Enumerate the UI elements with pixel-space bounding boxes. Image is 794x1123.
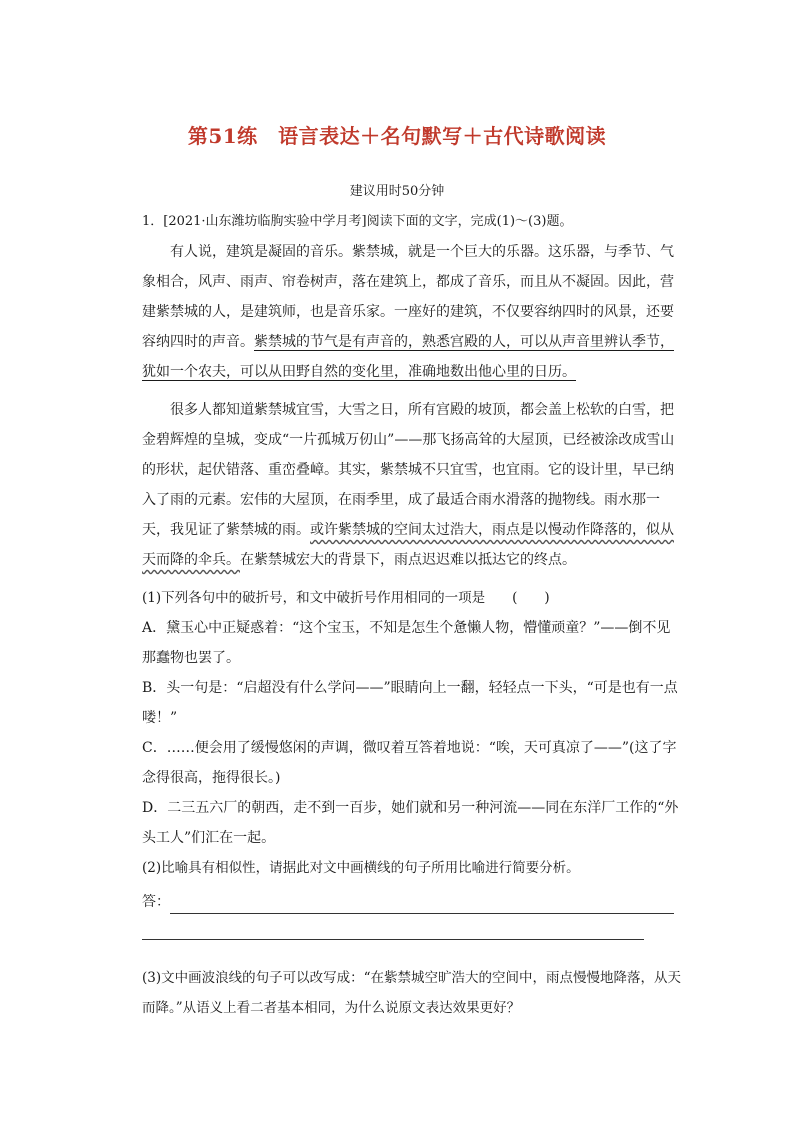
- passage-paragraph-1: [142, 237, 682, 387]
- option-a: A．黛玉心中正疑惑着：“这个宝玉，不知是怎生个惫懒人物，懵懂顽童？”——倒不见那蠢物也罢了。: [142, 620, 671, 666]
- question-header: 1．[2021·山东潍坊临朐实验中学月考]阅读下面的文字，完成(1)～(3)题。: [142, 214, 573, 229]
- passage-paragraph-1-text: 有人说，建筑是凝固的音乐。紫禁城，就是一个巨大的乐器。这乐器，与季节、气象相合，风声、雨声、帘卷树声，落在建筑上，都成了音乐，而且从不凝固。因此，营建紫禁城的人，是建筑师，也是音乐家。一座好的建筑，不仅要容纳四时的风景，还要容纳四时的声音。: [142, 244, 674, 350]
- answer-row-2: [142, 917, 682, 949]
- option-c: C．……便会用了缓慢悠闲的声调，微叹着互答着地说：“唉，天可真凉了——”(这了字念得很高，拖得很长。): [142, 740, 677, 786]
- page-title: 第51练 语言表达＋名句默写＋古代诗歌阅读: [187, 124, 607, 148]
- answer-label: 答：: [142, 894, 170, 910]
- answer-blank-line-1[interactable]: [170, 913, 674, 914]
- option-d: D．二三五六厂的朝西，走不到一百步，她们就和另一种河流——同在东洋厂工作的“外头工人”们汇在一起。: [142, 800, 679, 846]
- passage-paragraph-2: [142, 395, 682, 575]
- suggested-time: 建议用时50分钟: [349, 184, 445, 199]
- answer-blank-line-2[interactable]: [142, 939, 644, 940]
- answer-row: [142, 883, 682, 917]
- underlined-sentence: 紫禁城的节气是有声音的，熟悉宫殿的人，可以从声音里辨认季节，犹如一个农夫，可以从田野自然的变化里，准确地数出他心里的日历。: [142, 334, 674, 380]
- passage-paragraph-2-text-a: 很多人都知道紫禁城宜雪，大雪之日，所有宫殿的坡顶，都会盖上松软的白雪，把金碧辉煌的皇城，变成“一片孤城万仞山”——那飞扬高耸的大屋顶，已经被涂改成雪山的形状，起伏错落、重峦叠嶂。其实，紫禁城不只宜雪，也宜雨。它的设计里，早已纳入了雨的元素。宏伟的大屋顶，在雨季里，成了最适合雨水滑落的抛物线。雨水那一天，我见证了紫禁城的雨。: [142, 402, 675, 538]
- wavy-underlined-sentence: 或许紫禁城的空间太过浩大，雨点是以慢动作降落的，似从天而降的伞兵。: [142, 522, 674, 568]
- passage-paragraph-2-text-b: 在紫禁城宏大的背景下，雨点迟迟难以抵达它的终点。: [240, 552, 576, 568]
- sub-question-2-prompt: (2)比喻具有相似性，请据此对文中画横线的句子所用比喻进行简要分析。: [142, 860, 580, 876]
- sub-question-3-prompt: (3)文中画波浪线的句子可以改写成：“在紫禁城空旷浩大的空间中，雨点慢慢地降落，从天而降。”从语义上看二者基本相同，为什么说原文表达效果更好？: [142, 970, 682, 1016]
- question-content: [142, 207, 682, 1023]
- sub-question-1-prompt: (1)下列各句中的破折号，和文中破折号作用相同的一项是 ( ): [142, 590, 550, 606]
- option-b: B．头一句是：“启超没有什么学问——”眼睛向上一翻，轻轻点一下头，“可是也有一点喽！”: [142, 680, 678, 726]
